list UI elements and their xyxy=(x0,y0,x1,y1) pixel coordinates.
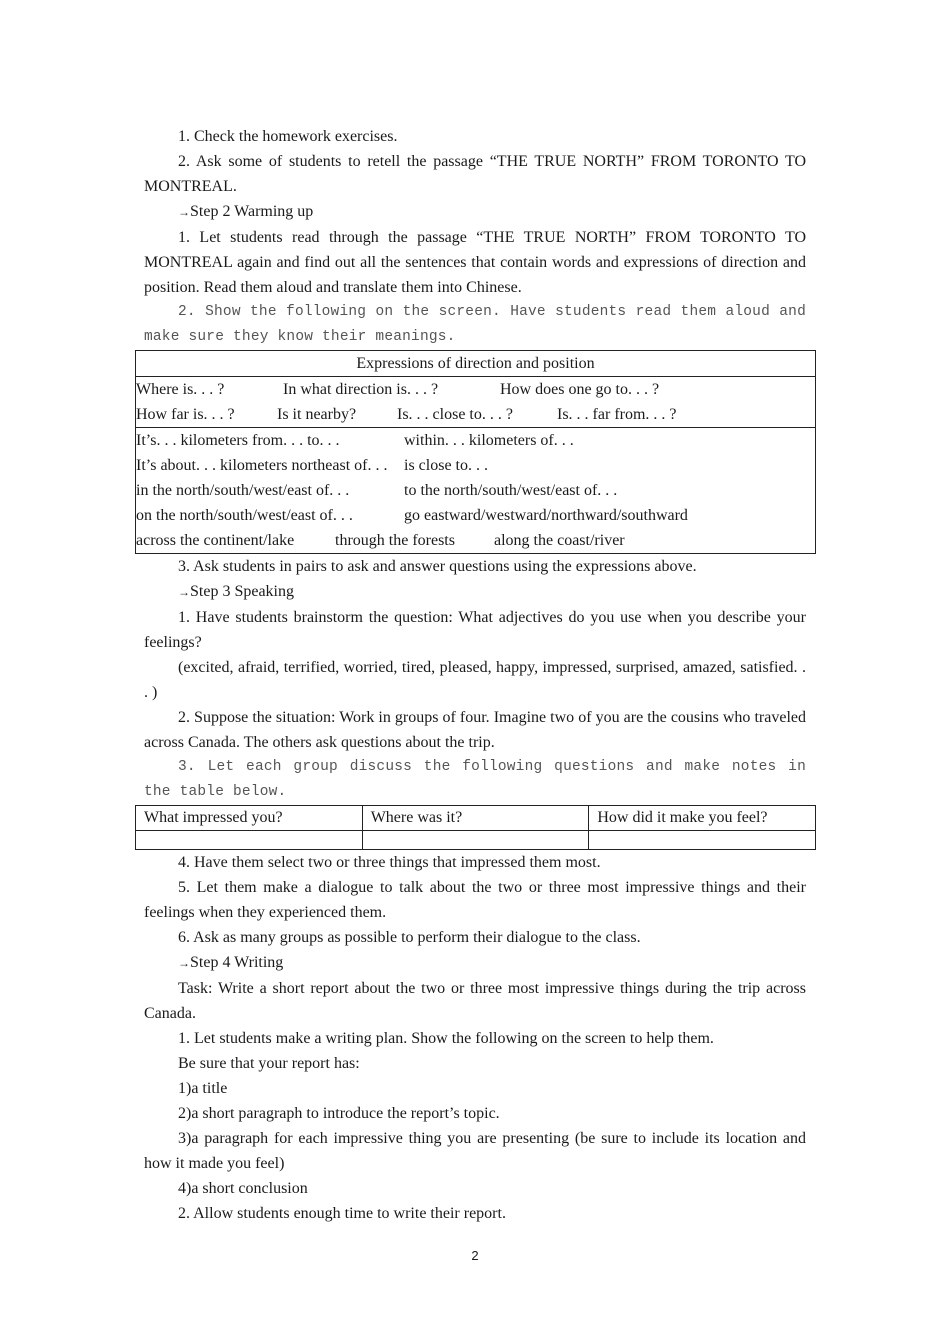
checklist-item-4: 4)a short conclusion xyxy=(178,1180,308,1197)
step-2-item-3: 3. Ask students in pairs to ask and answer questions using the expressions above. xyxy=(178,558,697,575)
notes-empty-cell xyxy=(136,831,363,850)
expression: go eastward/westward/northward/southward xyxy=(404,507,688,524)
expression: It’s. . . kilometers from. . . to. . . xyxy=(136,432,340,449)
step-4-item-1: 1. Let students make a writing plan. Show the following on the screen to help them. xyxy=(178,1030,714,1047)
expression: How does one go to. . . ? xyxy=(500,381,660,398)
notes-empty-row xyxy=(136,831,816,850)
expression: is close to. . . xyxy=(404,457,488,474)
expression: Is. . . close to. . . ? xyxy=(397,406,513,423)
step-4-heading xyxy=(144,950,806,976)
arrow-icon: → xyxy=(178,585,190,599)
answer-row-4 xyxy=(136,503,815,528)
expression: In what direction is. . . ? xyxy=(283,381,439,398)
question-row-1 xyxy=(136,377,815,402)
answer-row-2 xyxy=(136,453,815,478)
notes-header-cell: How did it make you feel? xyxy=(589,806,816,831)
answer-row-5 xyxy=(136,528,815,553)
expression: in the north/south/west/east of. . . xyxy=(136,482,350,499)
expression: across the continent/lake xyxy=(136,532,295,549)
checklist-item-2: 2)a short paragraph to introduce the report’s topic. xyxy=(178,1105,500,1122)
step-3-adjectives: (excited, afraid, terrified, worried, tired, pleased, happy, impressed, surprised, amazed, satisfied. . . ) xyxy=(144,659,806,701)
arrow-icon: → xyxy=(178,205,190,219)
page-number: 2 xyxy=(471,1248,479,1263)
review-item-1: 1. Check the homework exercises. xyxy=(178,128,398,145)
answer-expressions xyxy=(136,428,816,554)
step-4-checklist-intro: Be sure that your report has: xyxy=(178,1055,360,1072)
step-3-title: Step 3 Speaking xyxy=(190,583,294,600)
expression: How far is. . . ? xyxy=(136,406,235,423)
notes-header-cell: Where was it? xyxy=(362,806,589,831)
step-2-item-2: 2. Show the following on the screen. Have students read them aloud and make sure they know their meanings. xyxy=(144,304,806,345)
expressions-table-header: Expressions of direction and position xyxy=(136,351,816,377)
question-expressions xyxy=(136,377,816,428)
notes-empty-cell xyxy=(362,831,589,850)
step-4-item-2: 2. Allow students enough time to write their report. xyxy=(178,1205,506,1222)
question-row-2 xyxy=(136,402,815,427)
step-2-item-1: 1. Let students read through the passage “THE TRUE NORTH” FROM TORONTO TO MONTREAL again and find out all the sentences that contain words and expressions of direction and position. Read them aloud and translate them into Chinese. xyxy=(144,229,806,296)
notes-empty-cell xyxy=(589,831,816,850)
expression: to the north/south/west/east of. . . xyxy=(404,482,618,499)
step-2-title: Step 2 Warming up xyxy=(190,203,314,220)
expression: Is it nearby? xyxy=(277,406,357,423)
step-3-item-6: 6. Ask as many groups as possible to perform their dialogue to the class. xyxy=(178,929,641,946)
answer-row-3 xyxy=(136,478,815,503)
notes-header-row xyxy=(136,806,816,831)
step-3-item-1: 1. Have students brainstorm the question: What adjectives do you use when you describe your feelings? xyxy=(144,609,806,651)
expression: Where is. . . ? xyxy=(136,381,225,398)
arrow-icon: → xyxy=(178,956,190,970)
expression: It’s about. . . kilometers northeast of. . . xyxy=(136,457,388,474)
step-4-title: Step 4 Writing xyxy=(190,954,284,971)
expression: along the coast/river xyxy=(494,532,625,549)
answer-row-1 xyxy=(136,428,815,453)
step-3-item-4: 4. Have them select two or three things that impressed them most. xyxy=(178,854,601,871)
step-2-heading xyxy=(144,199,806,225)
step-3-item-5: 5. Let them make a dialogue to talk about the two or three most impressive things and their feelings when they experienced them. xyxy=(144,879,806,921)
document-body xyxy=(136,124,806,1226)
checklist-item-1: 1)a title xyxy=(178,1080,228,1097)
step-3-item-3: 3. Let each group discuss the following questions and make notes in the table below. xyxy=(144,759,806,800)
notes-table xyxy=(135,805,816,850)
review-item-2: 2. Ask some of students to retell the passage “THE TRUE NORTH” FROM TORONTO TO MONTREAL. xyxy=(144,153,806,195)
expression: on the north/south/west/east of. . . xyxy=(136,507,353,524)
step-4-task: Task: Write a short report about the two or three most impressive things during the trip across Canada. xyxy=(144,980,806,1022)
expression: through the forests xyxy=(335,532,455,549)
step-3-item-2: 2. Suppose the situation: Work in groups of four. Imagine two of you are the cousins who traveled across Canada. The others ask questions about the trip. xyxy=(144,709,806,751)
expressions-table xyxy=(135,350,816,554)
expression: Is. . . far from. . . ? xyxy=(557,406,677,423)
expression: within. . . kilometers of. . . xyxy=(404,432,574,449)
checklist-item-3: 3)a paragraph for each impressive thing you are presenting (be sure to include its location and how it made you feel) xyxy=(144,1130,806,1172)
notes-header-cell: What impressed you? xyxy=(136,806,363,831)
step-3-heading xyxy=(144,579,806,605)
